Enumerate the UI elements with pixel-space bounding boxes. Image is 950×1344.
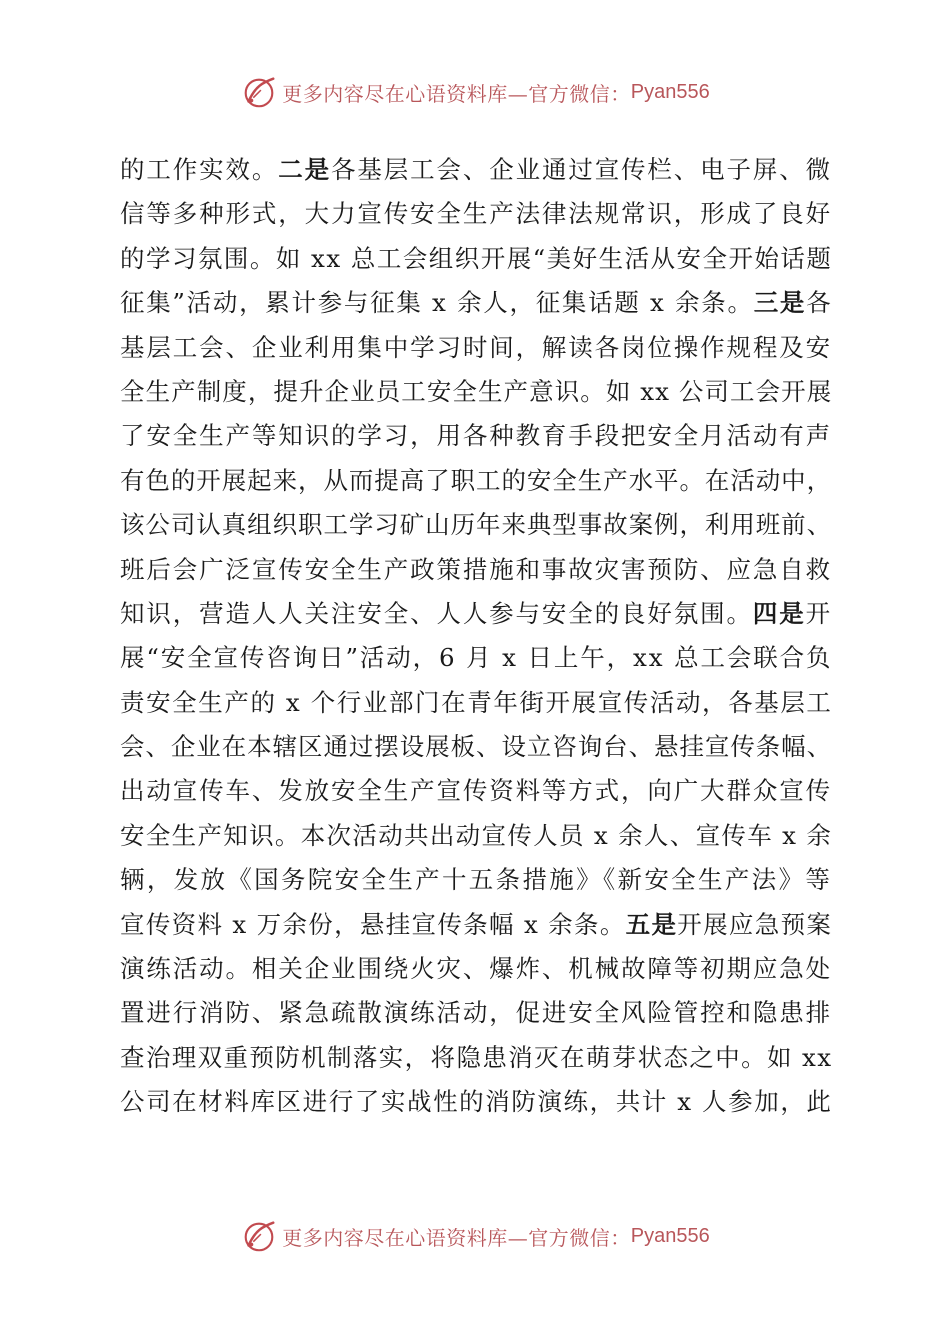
text-segment: 置进行消防、紧急疏散演练活动，促进安全风险管控和隐患排 bbox=[120, 998, 832, 1028]
text-segment: 开展应急预案 bbox=[677, 909, 833, 939]
text-line bbox=[120, 503, 832, 547]
text-line bbox=[120, 1080, 832, 1124]
text-line bbox=[120, 326, 832, 370]
text-line bbox=[120, 459, 832, 503]
text-segment: 有色的开展起来，从而提高了职工的安全生产水平。在活动中， bbox=[120, 465, 833, 495]
text-segment: 演练活动。相关企业围绕火灾、爆炸、机械故障等初期应急处 bbox=[120, 954, 832, 984]
text-line bbox=[120, 947, 832, 991]
text-line bbox=[120, 814, 832, 858]
footer-watermark-banner bbox=[0, 1216, 950, 1256]
text-line bbox=[120, 414, 832, 458]
text-segment: 安全生产知识。本次活动共出动宣传人员 x 余人、宣传车 x 余 bbox=[120, 820, 833, 850]
text-line bbox=[120, 858, 832, 902]
text-line bbox=[120, 725, 832, 769]
text-line bbox=[120, 281, 832, 325]
text-segment: 展“安全宣传咨询日”活动，6 月 x 日上午，xx 总工会联合负 bbox=[120, 643, 833, 673]
watermark-wechat-id: Pyan556 bbox=[630, 80, 710, 103]
text-line bbox=[120, 1036, 832, 1080]
bold-keyword: 五是 bbox=[625, 909, 678, 939]
body-paragraph bbox=[120, 148, 832, 1125]
text-segment: 征集”活动，累计参与征集 x 余人，征集话题 x 余条。 bbox=[120, 288, 754, 318]
text-line bbox=[120, 769, 832, 813]
text-segment: 的工作实效。 bbox=[120, 155, 279, 184]
text-segment: 全生产制度，提升企业员工安全生产意识。如 xx 公司工会开展 bbox=[120, 376, 833, 406]
text-segment: 的学习氛围。如 xx 总工会组织开展“美好生活从安全开始话题 bbox=[120, 243, 833, 273]
watermark-wechat-id: Pyan556 bbox=[630, 1224, 710, 1247]
text-segment: 公司在材料库区进行了实战性的消防演练，共计 x 人参加，此 bbox=[120, 1087, 833, 1117]
text-segment: 了安全生产等知识的学习，用各种教育手段把安全月活动有声 bbox=[120, 421, 832, 451]
text-line bbox=[120, 237, 832, 281]
text-segment: 基层工会、企业利用集中学习时间，解读各岗位操作规程及安 bbox=[120, 332, 832, 362]
text-line bbox=[120, 370, 832, 414]
watermark-text: 更多内容尽在心语资料库—官方微信： bbox=[282, 1225, 631, 1250]
text-segment: 该公司认真组织职工学习矿山历年来典型事故案例，利用班前、 bbox=[120, 510, 833, 540]
text-segment: 会、企业在本辖区通过摆设展板、设立咨询台、悬挂宣传条幅、 bbox=[120, 732, 833, 762]
logo-icon bbox=[240, 1217, 278, 1255]
text-segment: 知识，营造人人关注安全、人人参与安全的良好氛围。 bbox=[120, 598, 753, 628]
text-segment: 查治理双重预防机制落实，将隐患消灭在萌芽状态之中。如 xx bbox=[120, 1042, 833, 1072]
text-line bbox=[120, 192, 832, 236]
text-segment: 班后会广泛宣传安全生产政策措施和事故灾害预防、应急自救 bbox=[120, 554, 832, 584]
text-line bbox=[120, 903, 832, 947]
text-segment: 出动宣传车、发放安全生产宣传资料等方式，向广大群众宣传 bbox=[120, 776, 832, 806]
text-segment: 辆，发放《国务院安全生产十五条措施》《新安全生产法》等 bbox=[120, 865, 833, 895]
text-segment: 责安全生产的 x 个行业部门在青年街开展宣传活动，各基层工 bbox=[120, 687, 833, 717]
bold-keyword: 二是 bbox=[278, 155, 331, 184]
text-line bbox=[120, 636, 832, 680]
header-watermark-banner bbox=[0, 72, 950, 112]
text-segment: 各基层工会、企业通过宣传栏、电子屏、微 bbox=[330, 155, 832, 184]
bold-keyword: 四是 bbox=[752, 598, 806, 628]
bold-keyword: 三是 bbox=[753, 288, 807, 318]
text-line bbox=[120, 991, 832, 1035]
text-line bbox=[120, 592, 832, 636]
watermark-text: 更多内容尽在心语资料库—官方微信： bbox=[282, 81, 631, 106]
text-line bbox=[120, 148, 832, 192]
text-segment: 开 bbox=[805, 598, 832, 628]
text-segment: 各 bbox=[806, 288, 833, 318]
text-segment: 信等多种形式，大力宣传安全生产法律法规常识，形成了良好 bbox=[120, 199, 832, 229]
text-line bbox=[120, 681, 832, 725]
text-line bbox=[120, 548, 832, 592]
logo-icon bbox=[240, 73, 278, 111]
text-segment: 宣传资料 x 万余份，悬挂宣传条幅 x 余条。 bbox=[120, 909, 626, 939]
